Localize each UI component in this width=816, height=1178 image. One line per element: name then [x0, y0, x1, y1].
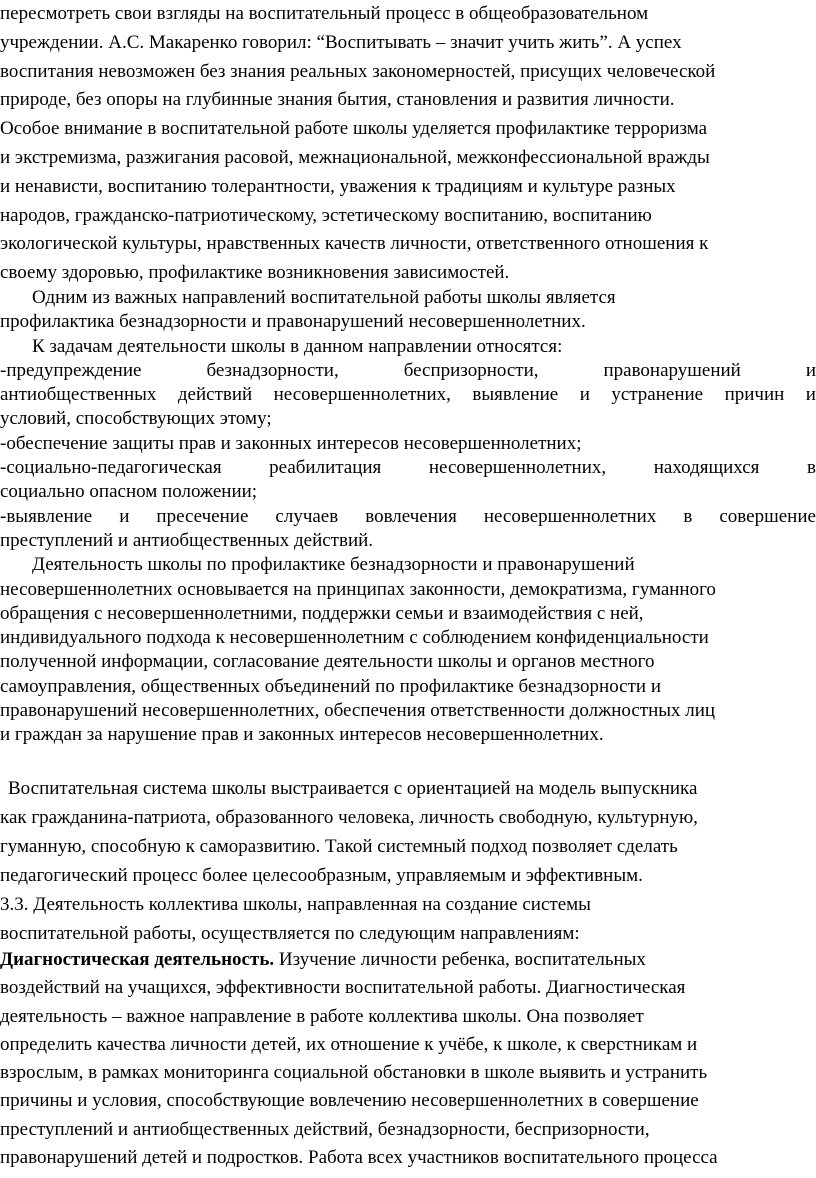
word: совершение	[719, 505, 816, 527]
text-line	[0, 383, 816, 407]
word: правонарушений	[603, 359, 741, 381]
word: в	[806, 457, 816, 479]
text-line: определить качества личности детей, их отношение к учёбе, к школе, к сверстникам и	[0, 1033, 698, 1055]
word: в	[683, 505, 693, 527]
text-line: самоуправления, общественных объединений по профилактике безнадзорности и	[0, 675, 662, 697]
text-line: условий, способствующих этому;	[0, 408, 272, 430]
text-line: гуманную, способную к саморазвитию. Такой системный подход позволяет сделать	[0, 836, 678, 857]
text-line: правонарушений несовершеннолетних, обеспечения ответственности должностных лиц	[0, 700, 716, 722]
text-line: педагогический процесс более целесообразным, управляемым и эффективным.	[0, 865, 643, 886]
text-line: своему здоровью, профилактике возникновения зависимостей.	[0, 262, 510, 284]
list-item-rehabilitation	[0, 456, 816, 480]
text-line: деятельность – важное направление в работе коллектива школы. Она позволяет	[0, 1005, 644, 1027]
word: действий	[177, 384, 253, 406]
text-line: воспитательной работы, осуществляется по следующим направлениям:	[0, 923, 580, 944]
word: находящихся	[653, 457, 760, 479]
text-line: обращения с несовершеннолетними, поддержки семьи и взаимодействия с ней,	[0, 602, 644, 624]
list-item-detection	[0, 505, 816, 529]
list-item-protection: -обеспечение защиты прав и законных интересов несовершеннолетних;	[0, 432, 582, 454]
text-line: причины и условия, способствующие вовлечению несовершеннолетних в совершение	[0, 1090, 699, 1112]
word: безнадзорности,	[206, 359, 339, 381]
word: -предупреждение	[0, 359, 142, 381]
word: вовлечения	[365, 505, 457, 527]
text-line: экологической культуры, нравственных качеств личности, ответственного отношения к	[0, 233, 709, 255]
text-line: правонарушений детей и подростков. Работа всех участников воспитательного процесса	[0, 1147, 718, 1169]
word: пресечение	[156, 505, 249, 527]
text-line: и ненависти, воспитанию толерантности, уважения к традициям и культуре разных	[0, 175, 676, 197]
word: -выявление	[0, 505, 93, 527]
text-line: учреждении. А.С. Макаренко говорил: “Воспитывать – значит учить жить”. А успех	[0, 31, 682, 53]
list-item-prevention	[0, 359, 816, 383]
text-line: и граждан за нарушение прав и законных интересов несовершеннолетних.	[0, 724, 604, 746]
word: -социально-педагогическая	[0, 457, 222, 479]
text-line: и экстремизма, разжигания расовой, межнациональной, межконфессиональной вражды	[0, 146, 710, 168]
word: случаев	[275, 505, 339, 527]
word: несовершеннолетних	[483, 505, 657, 527]
word: причин	[724, 384, 785, 406]
text-line: взрослым, в рамках мониторинга социальной обстановки в школе выявить и устранить	[0, 1062, 708, 1084]
word: и	[119, 505, 130, 527]
text-line: природе, без опоры на глубинные знания бытия, становления и развития личности.	[0, 89, 675, 111]
text-line: профилактика безнадзорности и правонарушений несовершеннолетних.	[0, 311, 586, 333]
text-line: преступлений и антиобщественных действий, безнадзорности, беспризорности,	[0, 1118, 650, 1140]
word: несовершеннолетних,	[273, 384, 451, 406]
text-line: индивидуального подхода к несовершеннолетним с соблюдением конфиденциальности	[0, 627, 709, 649]
text-line: Деятельность школы по профилактике безнадзорности и правонарушений	[32, 554, 635, 576]
word: и	[805, 359, 816, 381]
text-line: К задачам деятельности школы в данном направлении относятся:	[32, 335, 563, 357]
word: несовершеннолетних,	[428, 457, 607, 479]
word: беспризорности,	[403, 359, 539, 381]
section-heading-3-3: 3.3. Деятельность коллектива школы, направленная на создание системы	[0, 894, 591, 915]
word: устранение	[611, 384, 704, 406]
text-fragment: Изучение личности ребенка, воспитательных	[274, 949, 646, 970]
text-line: народов, гражданско-патриотическому, эстетическому воспитанию, воспитанию	[0, 204, 652, 226]
text-line	[0, 946, 816, 974]
word: и	[579, 384, 590, 406]
text-line: Воспитательная система школы выстраивается с ориентацией на модель выпускника	[8, 778, 698, 799]
word: антиобщественных	[0, 384, 157, 406]
text-line: несовершеннолетних основывается на принципах законности, демократизма, гуманного	[0, 578, 716, 600]
text-line: социально опасном положении;	[0, 481, 258, 503]
bold-heading-diagnostic: Диагностическая деятельность.	[0, 949, 275, 970]
paragraph-upbringing-views	[0, 0, 816, 288]
text-line: воздействий на учащихся, эффективности воспитательной работы. Диагностическая	[0, 977, 686, 999]
paragraph-education-system	[0, 774, 816, 948]
text-line: преступлений и антиобщественных действий.	[0, 529, 374, 551]
word: реабилитация	[269, 457, 382, 479]
text-line: Особое внимание в воспитательной работе школы уделяется профилактике терроризма	[0, 118, 708, 140]
text-line: как гражданина-патриота, образованного человека, личность свободную, культурную,	[0, 807, 698, 828]
paragraph-prevention	[0, 286, 816, 748]
word: и	[805, 384, 816, 406]
text-line: Одним из важных направлений воспитательной работы школы является	[32, 287, 616, 308]
text-line: полученной информации, согласование деятельности школы и органов местного	[0, 651, 655, 673]
paragraph-diagnostic-activity	[0, 946, 816, 1172]
text-line: пересмотреть свои взгляды на воспитательный процесс в общеобразовательном	[0, 3, 649, 24]
text-line: воспитания невозможен без знания реальных закономерностей, присущих человеческой	[0, 60, 716, 82]
word: выявление	[472, 384, 559, 406]
